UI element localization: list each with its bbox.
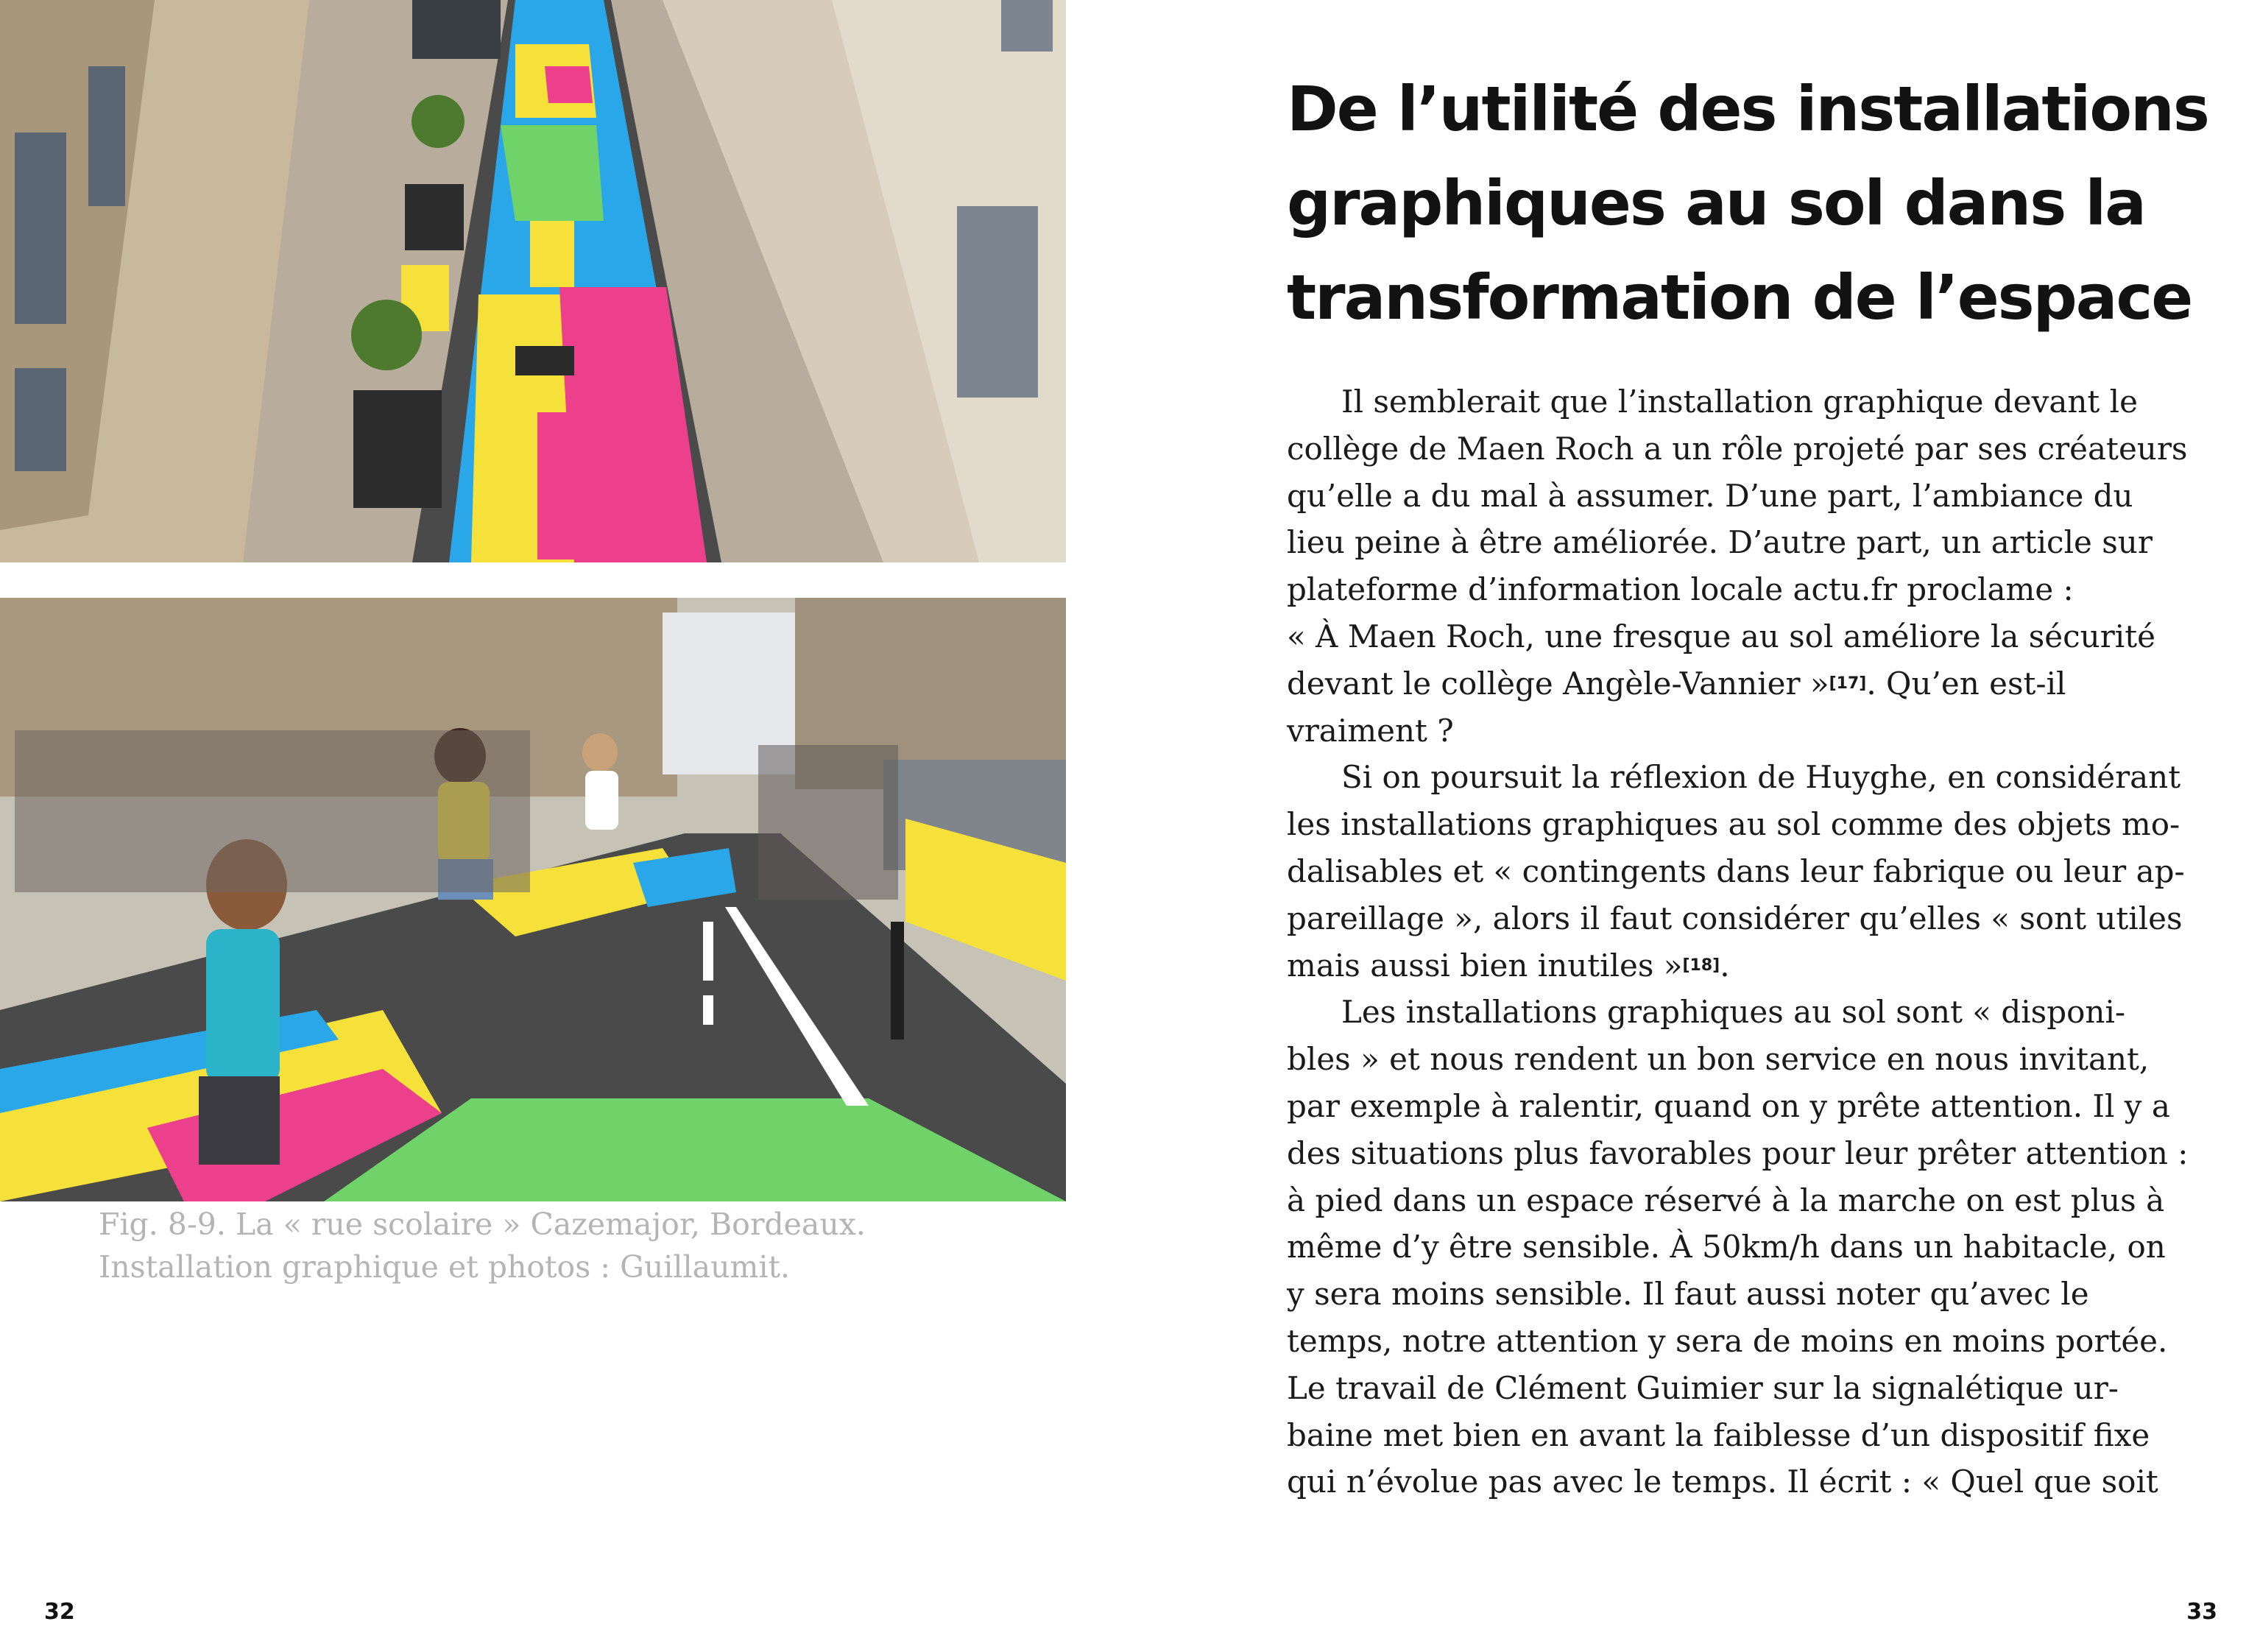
planter xyxy=(353,390,442,508)
text-line: pareillage », alors il faut considérer qu’elles « sont utiles xyxy=(1287,900,2183,936)
text-line: Si on poursuit la réflexion de Huyghe, en considérant xyxy=(1341,759,2181,796)
text-line: collège de Maen Roch a un rôle projeté par ses créateurs xyxy=(1287,430,2188,467)
text-fragment: . Qu’en est-il xyxy=(1866,665,2066,702)
title-line-2: graphiques au sol dans la xyxy=(1287,167,2145,239)
children-street-illustration xyxy=(0,598,1066,1201)
text-line xyxy=(1287,660,2216,707)
caption-line-2: Installation graphique et photos : Guillaumit. xyxy=(99,1249,790,1285)
page-number-left: 32 xyxy=(44,1599,75,1625)
text-line: par exemple à ralentir, quand on y prête attention. Il y a xyxy=(1287,1087,2170,1124)
shrub xyxy=(351,300,422,370)
window xyxy=(88,66,125,206)
text-line: Les installations graphiques au sol sont « disponi- xyxy=(1341,994,2126,1031)
window xyxy=(15,133,66,324)
text-line xyxy=(1287,942,2216,989)
text-line: vraiment ? xyxy=(1287,712,1454,749)
text-line: dalisables et « contingents dans leur fabrique ou leur ap- xyxy=(1287,853,2185,889)
lane-marking xyxy=(703,922,713,981)
text-line: même d’y être sensible. À 50km/h dans un habitacle, on xyxy=(1287,1229,2166,1266)
text-line: lieu peine à être améliorée. D’autre part, un article sur xyxy=(1287,524,2153,561)
caption-line-1: Fig. 8-9. La « rue scolaire » Cazemajor, Bordeaux. xyxy=(99,1207,866,1242)
page-number-right: 33 xyxy=(2186,1599,2217,1625)
window xyxy=(1001,0,1053,52)
child-shirt xyxy=(206,929,280,1084)
shrub xyxy=(412,95,465,148)
title-line-3: transformation de l’espace xyxy=(1287,261,2192,333)
text-line: Le travail de Clément Guimier sur la signalétique ur- xyxy=(1287,1369,2119,1406)
text-fragment: . xyxy=(1720,947,1730,984)
article-body xyxy=(1287,378,2216,1505)
text-fragment: devant le collège Angèle-Vannier » xyxy=(1287,665,1829,702)
child-head xyxy=(582,733,618,772)
text-line: « À Maen Roch, une fresque au sol améliore la sécurité xyxy=(1287,618,2155,654)
crowd-right xyxy=(758,745,898,900)
bike-rack xyxy=(412,0,501,59)
text-line: bles » et nous rendent un bon service en nous invitant, xyxy=(1287,1041,2150,1078)
child-leggings xyxy=(199,1076,280,1165)
text-line: qu’elle a du mal à assumer. D’une part, l’ambiance du xyxy=(1287,477,2133,514)
text-line: à pied dans un espace réservé à la marche on est plus à xyxy=(1287,1182,2165,1218)
article-title xyxy=(1287,62,2229,345)
text-line: baine met bien en avant la faiblesse d’un dispositif fixe xyxy=(1287,1416,2150,1453)
text-line: qui n’évolue pas avec le temps. Il écrit : « Quel que soit xyxy=(1287,1464,2158,1500)
photo-children-street xyxy=(0,598,1066,1201)
aerial-street-illustration xyxy=(0,0,1066,562)
text-fragment: mais aussi bien inutiles » xyxy=(1287,947,1683,984)
figure-caption xyxy=(99,1203,982,1288)
text-line: temps, notre attention y sera de moins en moins portée. xyxy=(1287,1322,2168,1359)
text-line: y sera moins sensible. Il faut aussi noter qu’avec le xyxy=(1287,1276,2089,1313)
photo-aerial-street xyxy=(0,0,1066,562)
window xyxy=(15,368,66,471)
window xyxy=(957,206,1038,398)
paint-green xyxy=(501,125,604,221)
text-line: les installations graphiques au sol comme des objets mo- xyxy=(1287,806,2180,843)
text-line: des situations plus favorables pour leur prêter attention : xyxy=(1287,1134,2189,1171)
footnote-ref-18[interactable]: [18] xyxy=(1682,956,1720,975)
crowd-left xyxy=(15,730,530,892)
title-line-1: De l’utilité des installations xyxy=(1287,73,2208,145)
footnote-ref-17[interactable]: [17] xyxy=(1829,674,1867,693)
text-line: plateforme d’information locale actu.fr proclame : xyxy=(1287,571,2074,608)
text-line: Il semblerait que l’installation graphique devant le xyxy=(1341,384,2138,420)
planter xyxy=(405,184,464,250)
